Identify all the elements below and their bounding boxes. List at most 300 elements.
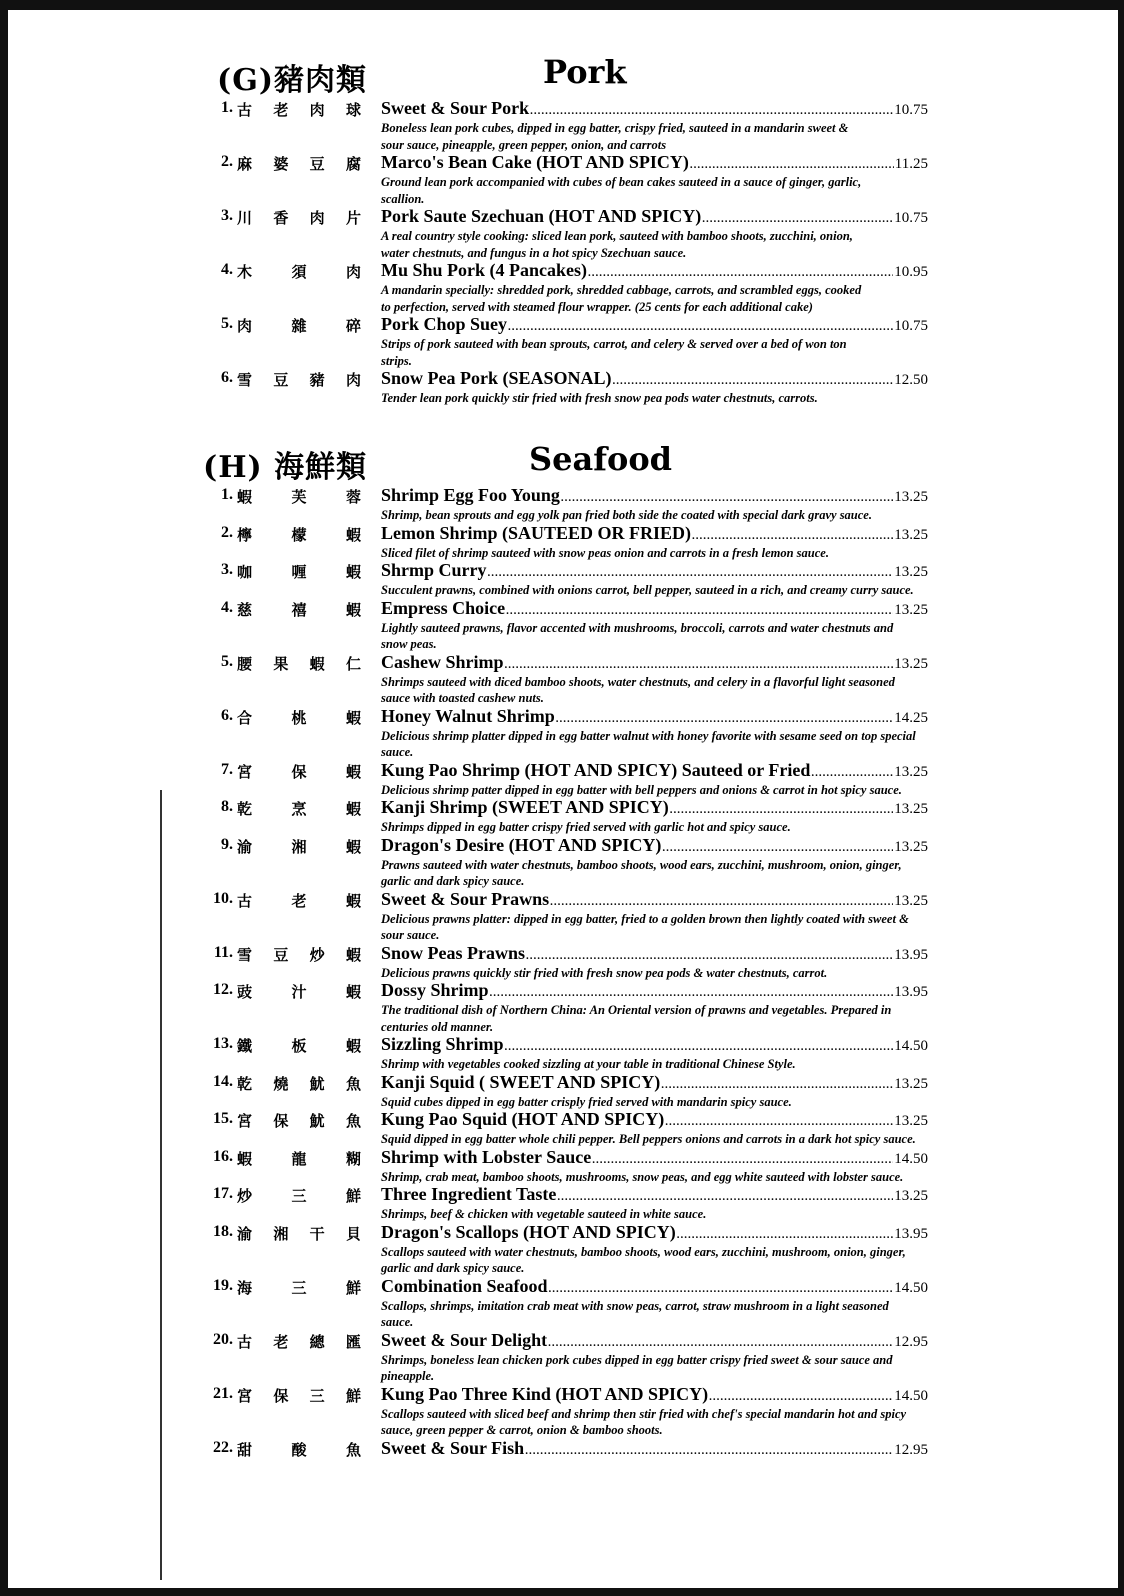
- item-title-line: [381, 944, 928, 965]
- section-chinese-label: (H) 海鮮類: [203, 450, 368, 485]
- item-body: [381, 1185, 928, 1223]
- item-body: [381, 1035, 928, 1073]
- item-name: Marco's Bean Cake (HOT AND SPICY): [381, 152, 689, 172]
- item-name: Sweet & Sour Pork: [381, 98, 530, 118]
- dot-leader: [665, 1113, 893, 1131]
- item-description: Scallops sauteed with sliced beef and shrimp then stir fried with chef's special mandarin hot and spicy sauce, green pepper & carrot, onion & bamboo shoots.: [381, 1406, 907, 1437]
- item-chinese-name: [237, 561, 361, 582]
- item-number: 3.: [221, 207, 233, 224]
- item-price: 14.25: [894, 709, 928, 726]
- chinese-character: 乾: [237, 1074, 253, 1093]
- item-body: [381, 153, 928, 207]
- item-chinese-name: [237, 890, 361, 911]
- item-number: 1.: [221, 486, 233, 503]
- dot-leader: [613, 372, 894, 390]
- chinese-character: 宮: [237, 762, 253, 781]
- item-price: 13.25: [894, 838, 928, 855]
- item-body: [381, 836, 928, 890]
- item-price: 12.50: [894, 372, 928, 388]
- chinese-character: 麻: [237, 155, 253, 173]
- chinese-character: 古: [237, 1332, 253, 1351]
- item-chinese-name: [237, 653, 361, 674]
- item-name: Kanji Shrimp (SWEET AND SPICY): [381, 797, 669, 817]
- item-number: 6.: [221, 706, 233, 724]
- menu-list: [203, 99, 928, 407]
- item-title-line: [381, 153, 928, 174]
- chinese-character: 豆: [273, 945, 289, 964]
- chinese-character: 蝦: [237, 1149, 253, 1168]
- menu-item: [203, 486, 928, 524]
- chinese-character: 仁: [345, 654, 361, 673]
- item-name: Sizzling Shrimp: [381, 1034, 504, 1054]
- section-title: Seafood: [529, 440, 673, 478]
- item-description: Succulent prawns, combined with onions carrot, bell pepper, sauteed in a rich, and creamy curry sauce.: [381, 583, 914, 597]
- item-chinese-name: [237, 524, 361, 545]
- item-chinese-name: [237, 207, 361, 228]
- item-body: [381, 890, 928, 944]
- chinese-character: 檸: [237, 525, 253, 544]
- item-body: [381, 486, 928, 524]
- item-chinese-name: [237, 99, 361, 120]
- dot-leader: [670, 801, 894, 819]
- chinese-character: 老: [273, 101, 289, 119]
- chinese-character: 魷: [309, 1112, 325, 1130]
- chinese-character: 海: [237, 1278, 253, 1297]
- menu-item: [203, 890, 928, 944]
- item-chinese-name: [237, 1277, 361, 1298]
- dot-leader: [548, 1334, 893, 1352]
- item-description: Shrimps, boneless lean chicken pork cubes dipped in egg batter crispy fried sweet & sour sauce and pineapple.: [381, 1352, 893, 1383]
- item-price: 13.95: [894, 946, 928, 963]
- item-number: 5.: [221, 315, 233, 332]
- item-chinese-name: [237, 836, 361, 857]
- item-name: Dossy Shrimp: [381, 980, 489, 1000]
- item-chinese-name: [237, 1223, 361, 1244]
- chinese-character: 總: [309, 1332, 325, 1351]
- dot-leader: [526, 947, 893, 965]
- item-price: 14.50: [894, 1150, 928, 1167]
- section-seafood: [203, 442, 928, 1460]
- chinese-character: 腐: [345, 155, 361, 173]
- item-price: 13.25: [894, 489, 928, 505]
- item-price: 14.50: [894, 1038, 928, 1054]
- dot-leader: [588, 264, 893, 282]
- dot-leader: [702, 210, 893, 228]
- item-chinese-name: [237, 315, 361, 336]
- item-title-line: [381, 1073, 928, 1094]
- chinese-character: 肉: [345, 371, 361, 389]
- chinese-character: 宮: [237, 1112, 253, 1130]
- chinese-character: 魚: [345, 1112, 361, 1130]
- item-body: [381, 261, 928, 315]
- item-chinese-name: [237, 1185, 361, 1206]
- item-name: Pork Saute Szechuan (HOT AND SPICY): [381, 206, 702, 226]
- item-name: Shrmp Curry: [381, 560, 487, 580]
- menu-item: [203, 1185, 928, 1223]
- menu-item: [203, 1035, 928, 1073]
- section-title: Pork: [543, 53, 627, 91]
- item-title-line: [381, 599, 928, 620]
- chinese-character: 鮮: [345, 1386, 361, 1405]
- chinese-character: 板: [291, 1037, 307, 1055]
- item-price: 14.50: [894, 1387, 928, 1404]
- chinese-character: 桃: [291, 708, 307, 727]
- item-title-line: [381, 1035, 928, 1056]
- item-name: Snow Peas Prawns: [381, 942, 526, 963]
- item-description: Shrimp, bean sprouts and egg yolk pan fried both side the coated with special dark gravy sauce.: [381, 508, 872, 522]
- item-title-line: [381, 1385, 928, 1406]
- item-description: Sliced filet of shrimp sauteed with snow peas onion and carrots in a fresh lemon sauce.: [381, 545, 829, 560]
- chinese-character: 雪: [237, 371, 253, 389]
- item-body: [381, 944, 928, 982]
- chinese-character: 芙: [291, 488, 307, 506]
- item-price: 12.95: [894, 1333, 928, 1350]
- item-number: 13.: [213, 1035, 233, 1052]
- section-header: [203, 55, 928, 99]
- item-title-line: [381, 1277, 928, 1298]
- item-title-line: [381, 798, 928, 819]
- item-number: 4.: [221, 598, 233, 616]
- item-number: 6.: [221, 369, 233, 386]
- chinese-character: 蝦: [345, 945, 361, 964]
- item-description: A real country style cooking: sliced lean pork, sauteed with bamboo shoots, zucchini, onion, water chestnuts, and fungus in a hot spicy Szechuan sauce.: [381, 229, 853, 260]
- menu-item: [203, 836, 928, 890]
- chinese-character: 蝦: [345, 600, 361, 619]
- dot-leader: [556, 710, 894, 728]
- item-title-line: [381, 1148, 928, 1169]
- item-price: 13.25: [894, 526, 928, 543]
- dot-leader: [505, 1038, 894, 1056]
- chinese-character: 三: [309, 1386, 325, 1405]
- chinese-character: 球: [345, 101, 361, 119]
- dot-leader: [490, 984, 894, 1002]
- dot-leader: [677, 1226, 894, 1244]
- item-title-line: [381, 1331, 928, 1352]
- item-number: 11.: [213, 943, 233, 961]
- item-name: Pork Chop Suey: [381, 314, 508, 334]
- dot-leader: [692, 527, 893, 545]
- item-title-line: [381, 707, 928, 728]
- dot-leader: [662, 839, 893, 857]
- item-body: [381, 798, 928, 836]
- dot-leader: [550, 893, 893, 911]
- chinese-character: 碎: [345, 317, 361, 335]
- item-price: 13.25: [894, 892, 928, 909]
- item-description: Prawns sauteed with water chestnuts, bamboo shoots, wood ears, zucchini, mushroom, onion, ginger, garlic and dark spicy sauce.: [381, 857, 902, 888]
- menu-item: [203, 1110, 928, 1148]
- item-description: Shrimps dipped in egg batter crispy fried served with garlic hot and spicy sauce.: [381, 820, 791, 834]
- chinese-character: 蓉: [345, 488, 361, 506]
- menu-item: [203, 798, 928, 836]
- chinese-character: 須: [291, 263, 307, 281]
- item-title-line: [381, 1185, 928, 1206]
- item-chinese-name: [237, 1073, 361, 1094]
- chinese-character: 蝦: [345, 1037, 361, 1055]
- menu-item: [203, 561, 928, 599]
- item-chinese-name: [237, 1035, 361, 1056]
- dot-leader: [506, 602, 893, 620]
- item-name: Sweet & Sour Prawns: [381, 888, 550, 909]
- item-title-line: [381, 890, 928, 911]
- item-body: [381, 524, 928, 562]
- item-name: Dragon's Scallops (HOT AND SPICY): [381, 1221, 676, 1242]
- item-description: The traditional dish of Northern China: An Oriental version of prawns and vegetables. Prepared in centuries old manner.: [381, 1003, 892, 1034]
- item-description: A mandarin specially: shredded pork, shredded cabbage, carrots, and scrambled eggs, cooked to perfection, served with steamed flour wrapper. (25 cents for each additional cake): [381, 283, 862, 314]
- item-number: 10.: [213, 889, 233, 907]
- chinese-character: 川: [237, 209, 253, 227]
- item-description: Squid cubes dipped in egg batter crisply fried served with mandarin spicy sauce.: [381, 1094, 792, 1109]
- item-number: 14.: [213, 1072, 233, 1090]
- menu-item: [203, 99, 928, 153]
- dot-leader: [505, 656, 894, 674]
- item-price: 13.25: [894, 1075, 928, 1092]
- chinese-character: 禧: [291, 600, 307, 619]
- item-name: Three Ingredient Taste: [381, 1184, 557, 1204]
- item-name: Shrimp with Lobster Sauce: [381, 1146, 592, 1167]
- item-number: 2.: [221, 153, 233, 170]
- chinese-character: 木: [237, 263, 253, 281]
- item-description: Tender lean pork quickly stir fried with fresh snow pea pods water chestnuts, carrots.: [381, 391, 818, 405]
- chinese-character: 蝦: [345, 708, 361, 727]
- dot-leader: [549, 1280, 894, 1298]
- item-chinese-name: [237, 707, 361, 728]
- item-chinese-name: [237, 486, 361, 507]
- menu-item: [203, 707, 928, 761]
- item-price: 13.25: [894, 564, 928, 580]
- item-number: 7.: [221, 760, 233, 778]
- menu-item: [203, 153, 928, 207]
- menu-item: [203, 981, 928, 1035]
- chinese-character: 匯: [345, 1332, 361, 1351]
- chinese-character: 湘: [291, 837, 307, 856]
- chinese-character: 肉: [309, 209, 325, 227]
- chinese-character: 慈: [237, 600, 253, 619]
- item-title-line: [381, 836, 928, 857]
- item-number: 19.: [213, 1276, 233, 1294]
- item-name: Combination Seafood: [381, 1275, 548, 1296]
- chinese-character: 保: [273, 1386, 289, 1405]
- chinese-character: 烹: [291, 800, 307, 818]
- menu-item: [203, 599, 928, 653]
- item-name: Snow Pea Pork (SEASONAL): [381, 368, 612, 388]
- chinese-character: 龍: [291, 1149, 307, 1168]
- item-description: Shrimp with vegetables cooked sizzling at your table in traditional Chinese Style.: [381, 1057, 796, 1071]
- menu-item: [203, 1073, 928, 1111]
- item-name: Mu Shu Pork (4 Pancakes): [381, 260, 588, 280]
- menu-item: [203, 944, 928, 982]
- item-body: [381, 1385, 928, 1439]
- item-chinese-name: [237, 369, 361, 390]
- item-price: 13.25: [894, 601, 928, 618]
- chinese-character: 蝦: [345, 800, 361, 818]
- menu-item: [203, 315, 928, 369]
- chinese-character: 古: [237, 101, 253, 119]
- item-body: [381, 707, 928, 761]
- chinese-character: 宮: [237, 1386, 253, 1405]
- chinese-character: 鮮: [345, 1278, 361, 1297]
- dot-leader: [690, 156, 894, 174]
- dot-leader: [557, 1188, 893, 1206]
- chinese-character: 乾: [237, 800, 253, 818]
- dot-leader: [709, 1388, 893, 1406]
- item-name: Kung Pao Shrimp (HOT AND SPICY) Sauteed or Fried: [381, 759, 811, 780]
- chinese-character: 香: [273, 209, 289, 227]
- section-chinese-label: (G)豬肉類: [217, 63, 368, 98]
- item-price: 10.95: [894, 264, 928, 280]
- chinese-character: 渝: [237, 1224, 253, 1243]
- item-price: 13.25: [894, 655, 928, 672]
- item-number: 4.: [221, 261, 233, 278]
- item-price: 11.25: [894, 156, 928, 172]
- item-description: Lightly sauteed prawns, flavor accented with mushrooms, broccoli, carrots and water chestnuts and snow peas.: [381, 620, 894, 651]
- item-number: 22.: [213, 1438, 233, 1456]
- chinese-character: 老: [273, 1332, 289, 1351]
- menu-page: [8, 10, 1118, 1588]
- chinese-character: 炒: [237, 1187, 253, 1205]
- chinese-character: 蝦: [309, 654, 325, 673]
- section-pork: [203, 55, 928, 407]
- chinese-character: 保: [273, 1112, 289, 1130]
- item-description: Squid dipped in egg batter whole chili pepper. Bell peppers onions and carrots in a dark hot spicy sauce.: [381, 1132, 916, 1146]
- item-body: [381, 599, 928, 653]
- section-header: [203, 442, 928, 486]
- chinese-character: 豬: [309, 371, 325, 389]
- chinese-character: 雜: [291, 317, 307, 335]
- item-description: Shrimps, beef & chicken with vegetable sauteed in white sauce.: [381, 1207, 707, 1221]
- menu-item: [203, 1439, 928, 1460]
- item-title-line: [381, 1110, 928, 1131]
- chinese-character: 蝦: [345, 891, 361, 910]
- item-body: [381, 99, 928, 153]
- item-description: Scallops sauteed with water chestnuts, bamboo shoots, wood ears, zucchini, mushroom, onion, ginger, garlic and dark spicy sauce.: [381, 1244, 906, 1275]
- chinese-character: 豆: [273, 371, 289, 389]
- item-body: [381, 369, 928, 407]
- item-number: 3.: [221, 561, 233, 578]
- item-name: Kung Pao Three Kind (HOT AND SPICY): [381, 1383, 709, 1404]
- menu-list: [203, 486, 928, 1460]
- item-number: 21.: [213, 1384, 233, 1402]
- item-title-line: [381, 99, 928, 120]
- item-chinese-name: [237, 153, 361, 174]
- item-number: 1.: [221, 99, 233, 116]
- chinese-character: 婆: [273, 155, 289, 173]
- item-title-line: [381, 261, 928, 282]
- item-body: [381, 981, 928, 1035]
- chinese-character: 蝦: [345, 563, 361, 581]
- chinese-character: 肉: [237, 317, 253, 335]
- menu-item: [203, 207, 928, 261]
- chinese-character: 魚: [345, 1440, 361, 1459]
- dot-leader: [661, 1076, 893, 1094]
- chinese-character: 片: [345, 209, 361, 227]
- item-price: 13.95: [894, 984, 928, 1000]
- item-body: [381, 1331, 928, 1385]
- chinese-character: 檬: [291, 525, 307, 544]
- dot-leader: [592, 1151, 893, 1169]
- item-description: Delicious prawns quickly stir fried with fresh snow pea pods & water chestnuts, carrot.: [381, 965, 828, 980]
- item-body: [381, 1439, 928, 1460]
- item-chinese-name: [237, 1439, 361, 1460]
- item-name: Lemon Shrimp (SAUTEED OR FRIED): [381, 522, 692, 543]
- chinese-character: 蝦: [345, 762, 361, 781]
- menu-item: [203, 1148, 928, 1186]
- item-title-line: [381, 981, 928, 1002]
- chinese-character: 甜: [237, 1440, 253, 1459]
- item-price: 13.25: [894, 801, 928, 817]
- item-chinese-name: [237, 1331, 361, 1352]
- item-number: 5.: [221, 652, 233, 670]
- chinese-character: 蝦: [345, 525, 361, 544]
- item-body: [381, 207, 928, 261]
- chinese-character: 鐵: [237, 1037, 253, 1055]
- chinese-character: 魚: [345, 1074, 361, 1093]
- chinese-character: 干: [309, 1224, 325, 1243]
- dot-leader: [525, 1442, 893, 1460]
- item-number: 18.: [213, 1222, 233, 1240]
- item-chinese-name: [237, 944, 361, 965]
- chinese-character: 燒: [273, 1074, 289, 1093]
- chinese-character: 鮮: [345, 1187, 361, 1205]
- chinese-character: 三: [291, 1187, 307, 1205]
- item-description: Delicious prawns platter: dipped in egg batter, fried to a golden brown then lightly coated with sweet & sour sauce.: [381, 911, 909, 942]
- chinese-character: 蝦: [237, 488, 253, 506]
- item-body: [381, 653, 928, 707]
- item-price: 13.25: [894, 763, 928, 780]
- menu-item: [203, 1223, 928, 1277]
- item-name: Cashew Shrimp: [381, 651, 504, 672]
- item-price: 10.75: [894, 210, 928, 226]
- chinese-character: 咖: [237, 563, 253, 581]
- chinese-character: 蝦: [345, 983, 361, 1001]
- dot-leader: [488, 564, 894, 582]
- item-description: Scallops, shrimps, imitation crab meat with snow peas, carrot, straw mushroom in a light seasoned sauce.: [381, 1298, 889, 1329]
- dot-leader: [811, 764, 893, 782]
- item-body: [381, 761, 928, 799]
- item-name: Honey Walnut Shrimp: [381, 705, 555, 726]
- item-number: 8.: [221, 798, 233, 815]
- chinese-character: 保: [291, 762, 307, 781]
- item-number: 2.: [221, 523, 233, 541]
- item-name: Kanji Squid ( SWEET AND SPICY): [381, 1071, 661, 1092]
- menu-item: [203, 261, 928, 315]
- chinese-character: 老: [291, 891, 307, 910]
- menu-item: [203, 761, 928, 799]
- item-chinese-name: [237, 761, 361, 782]
- chinese-character: 豆: [309, 155, 325, 173]
- item-name: Empress Choice: [381, 597, 506, 618]
- menu-item: [203, 1331, 928, 1385]
- menu-item: [203, 369, 928, 407]
- item-title-line: [381, 761, 928, 782]
- item-body: [381, 1110, 928, 1148]
- item-description: Boneless lean pork cubes, dipped in egg batter, crispy fried, sauteed in a mandarin sweet & sour sauce, pineapple, green pepper, onion, and carrots: [381, 121, 849, 152]
- chinese-character: 魷: [309, 1074, 325, 1093]
- chinese-character: 酸: [291, 1440, 307, 1459]
- item-price: 13.95: [894, 1225, 928, 1242]
- dot-leader: [561, 489, 893, 507]
- item-title-line: [381, 653, 928, 674]
- item-number: 17.: [213, 1185, 233, 1202]
- item-number: 12.: [213, 981, 233, 998]
- scan-edge-line: [160, 790, 162, 1580]
- item-number: 20.: [213, 1330, 233, 1348]
- chinese-character: 三: [291, 1278, 307, 1297]
- item-description: Ground lean pork accompanied with cubes of bean cakes sauteed in a sauce of ginger, garlic, scallion.: [381, 175, 862, 206]
- chinese-character: 湘: [273, 1224, 289, 1243]
- item-price: 13.25: [894, 1113, 928, 1129]
- item-body: [381, 1073, 928, 1111]
- item-title-line: [381, 1439, 928, 1460]
